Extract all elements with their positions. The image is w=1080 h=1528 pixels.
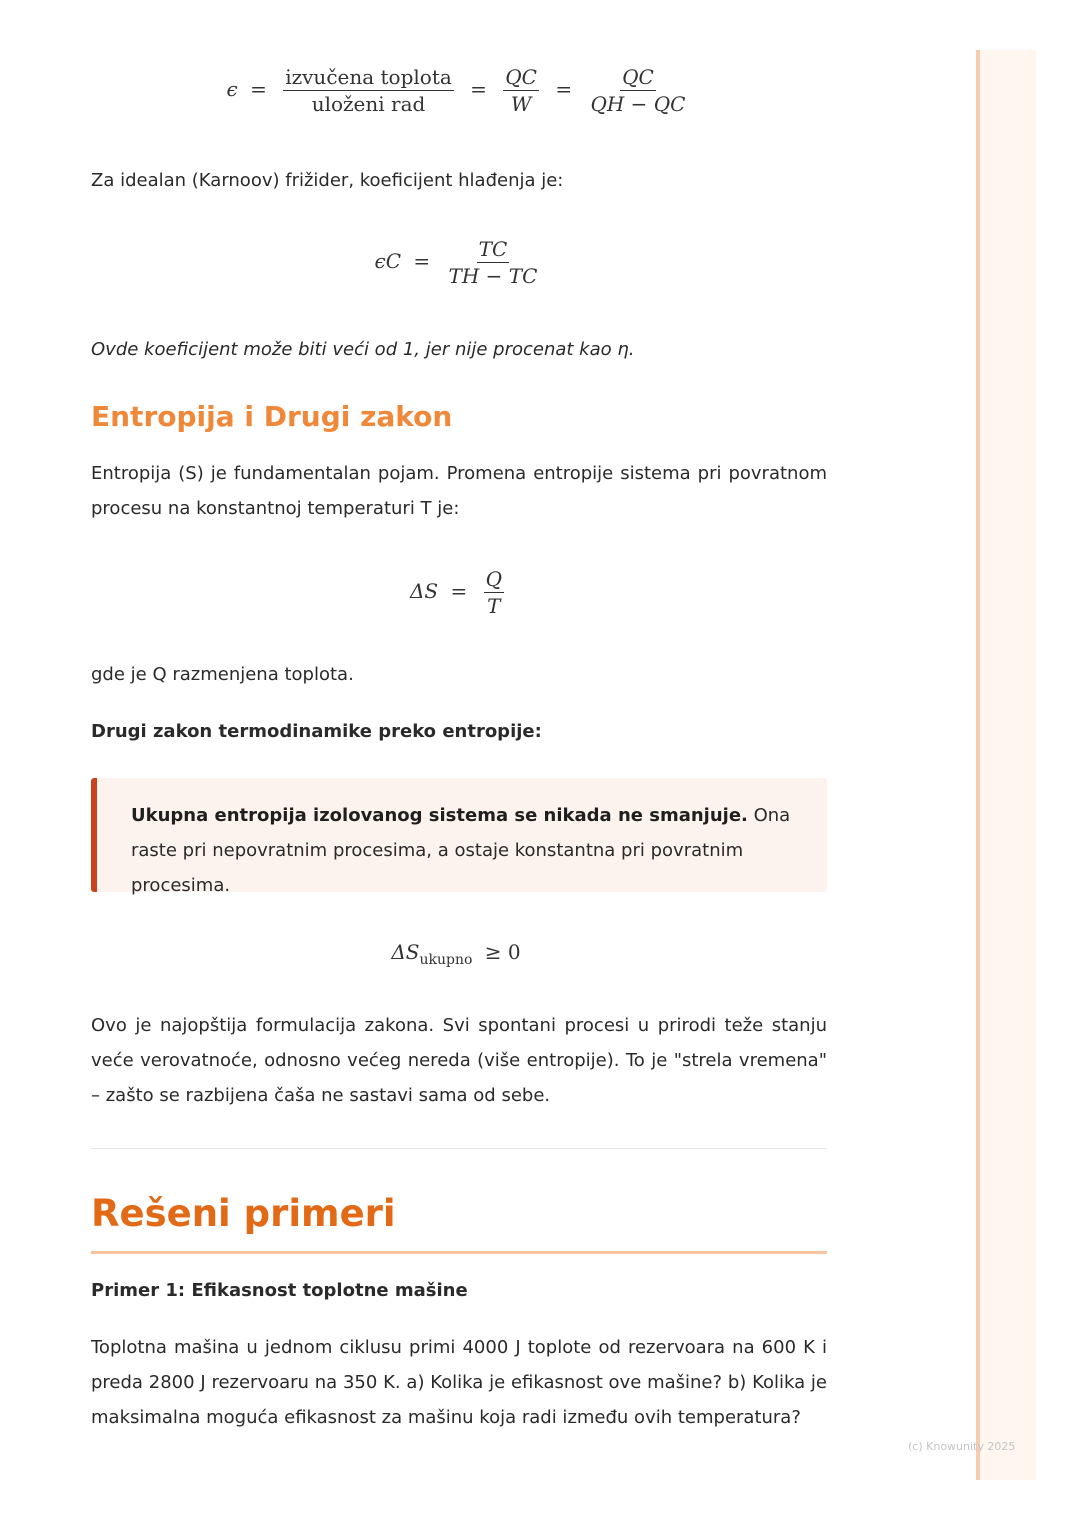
copyright-label: (c) Knowunity 2025 [908, 1440, 1016, 1453]
example1-title: Primer 1: Efikasnost toplotne mašine [91, 1280, 468, 1301]
fraction-qc-over-qh-minus-qc [588, 66, 687, 115]
example1-text: Toplotna mašina u jednom ciklusu primi 4000 J toplote od rezervoara na 600 K i preda 2800 J rezervoaru na 350 K. a) Kolika je efikasnost ove mašine? b) Kolika je maksimalna moguća efikasnost za mašinu koja radi između ovih temperatura? [91, 1337, 827, 1428]
formula-cop [91, 66, 827, 115]
section-divider [91, 1148, 827, 1149]
inequality: ≥ 0 [484, 940, 521, 964]
equals-sign: = [470, 77, 487, 101]
fraction-q-over-t [484, 568, 504, 617]
formula-entropy-change [91, 568, 827, 617]
equals-sign: = [250, 77, 267, 101]
frac-denominator: W [510, 92, 532, 116]
delta-s-symbol: ΔS [409, 579, 439, 603]
frac-numerator: Q [485, 567, 503, 591]
frac-denominator: uloženi rad [311, 92, 426, 116]
paragraph-carnot-intro: Za idealan (Karnoov) frižider, koeficijent hlađenja je: [91, 170, 564, 191]
heading-underline [91, 1251, 827, 1254]
fraction-heat-over-work [283, 66, 454, 115]
paragraph-entropy: Entropija (S) je fundamentalan pojam. Promena entropije sistema pri povratnom procesu na konstantnoj temperaturi T je: [91, 463, 827, 519]
frac-numerator: izvučena toplota [285, 65, 452, 89]
frac-numerator: QC [622, 65, 654, 89]
equals-sign: = [450, 579, 468, 603]
subscript-total: ukupno [419, 952, 473, 968]
section-title-examples: Rešeni primeri [91, 1192, 396, 1235]
callout-second-law [91, 778, 827, 896]
fraction-qc-over-w [503, 66, 539, 115]
carnot-cop-symbol: ϵC [374, 249, 402, 273]
formula-carnot-cop [91, 238, 827, 287]
right-margin-panel [976, 50, 1036, 1480]
frac-denominator: QH − QC [590, 92, 686, 116]
formula-total-entropy [91, 940, 827, 968]
frac-denominator: TH − TC [448, 264, 538, 288]
frac-denominator: T [487, 594, 501, 618]
italic-note: Ovde koeficijent može biti veći od 1, jer nije procenat kao η. [91, 339, 635, 360]
callout-bold-text: Ukupna entropija izolovanog sistema se nikada ne smanjuje. [131, 805, 748, 826]
delta-s-symbol: ΔS [391, 940, 420, 964]
paragraph-general-formulation: Ovo je najopštija formulacija zakona. Svi spontani procesi u prirodi teže stanju veće verovatnoće, odnosno većeg nereda (više entropije). To je "strela vremena" – zašto se razbijena čaša ne sastavi sama od sebe. [91, 1015, 827, 1106]
section-title-entropy: Entropija i Drugi zakon [91, 400, 453, 433]
fraction-tc-over-th-minus-tc [447, 238, 540, 287]
cop-symbol: ϵ [226, 77, 238, 101]
frac-numerator: QC [505, 65, 537, 89]
second-law-heading: Drugi zakon termodinamike preko entropije: [91, 721, 542, 742]
frac-numerator: TC [478, 237, 508, 261]
equals-sign: = [413, 249, 431, 273]
paragraph-q-definition: gde je Q razmenjena toplota. [91, 664, 354, 685]
callout-text: Ona raste pri nepovratnim procesima, a ostaje konstantna pri povratnim procesima. [131, 805, 791, 896]
equals-sign: = [555, 77, 573, 101]
